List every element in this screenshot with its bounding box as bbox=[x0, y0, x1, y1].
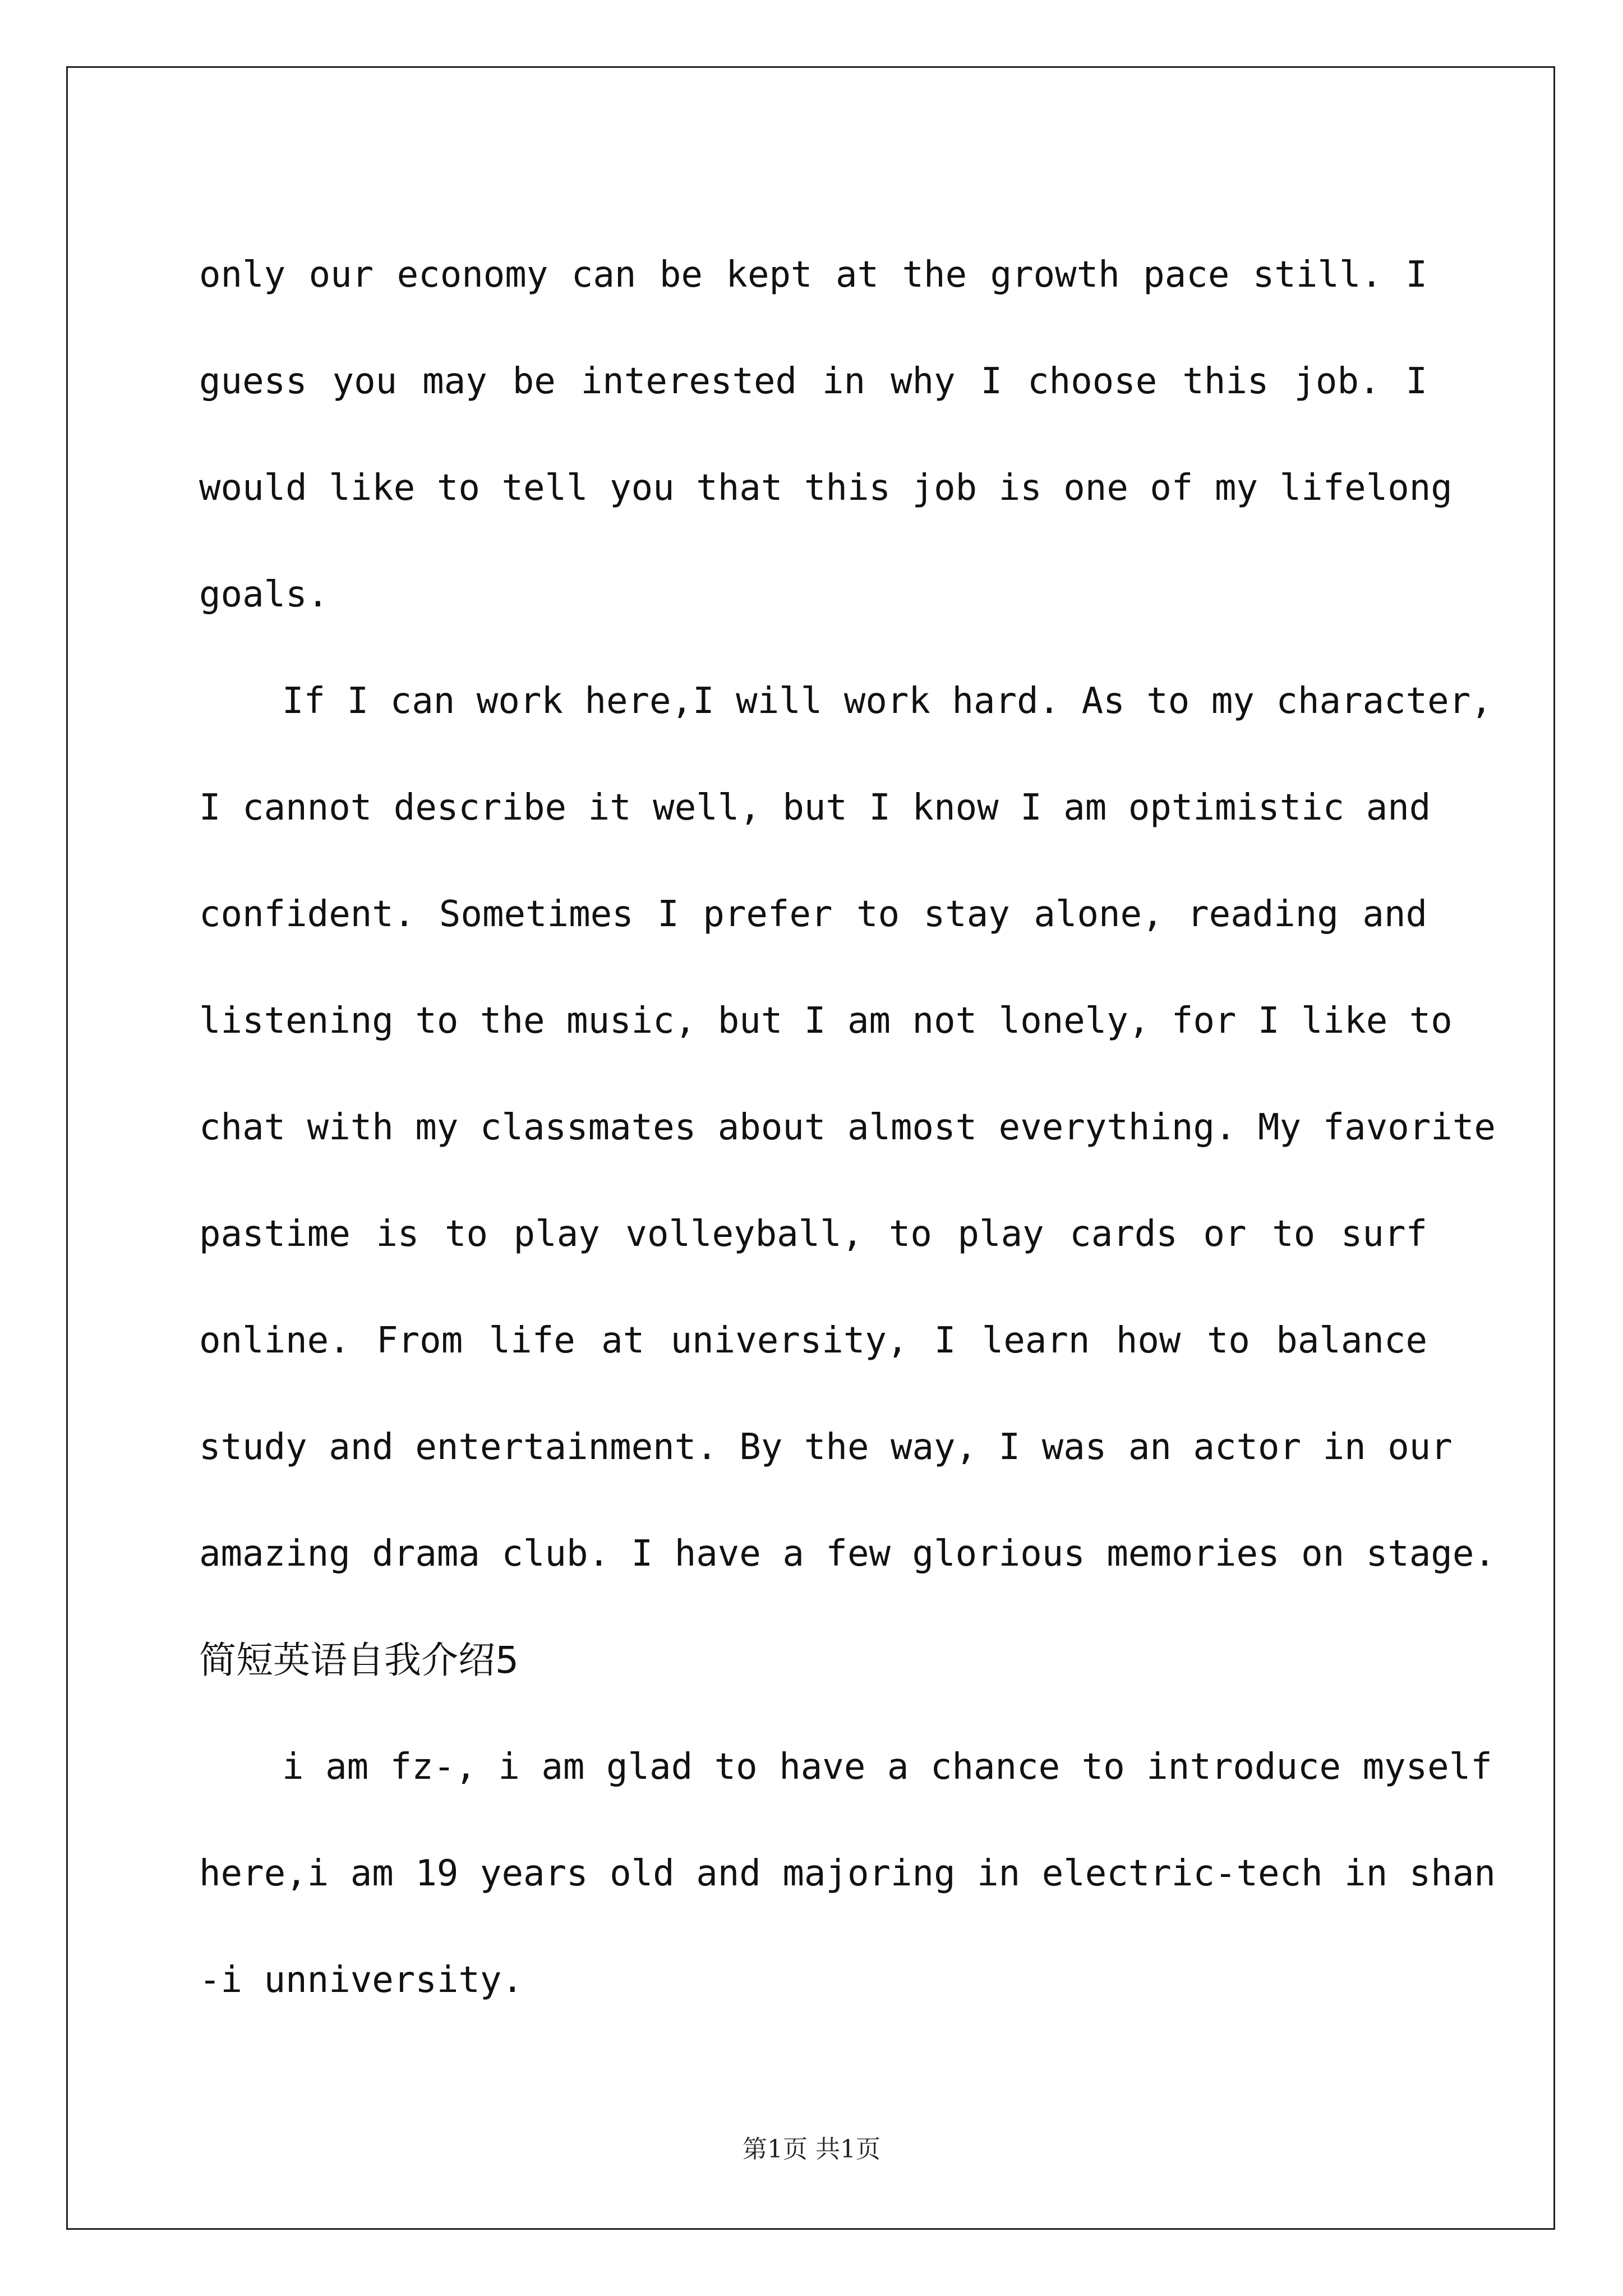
text-line: listening to the music, but I am not lonely, for I like to bbox=[199, 1000, 1453, 1042]
text-line: amazing drama club. I have a few glorious memories on stage. bbox=[199, 1533, 1496, 1575]
document-body bbox=[199, 222, 1496, 2033]
text-line: only our economy can be kept at the growth pace still. I bbox=[199, 254, 1427, 296]
text-line: i am fz-, i am glad to have a chance to introduce myself bbox=[282, 1746, 1492, 1788]
text-line: -i unniversity. bbox=[199, 1959, 523, 2001]
page-footer: 第1页 共1页 bbox=[743, 2135, 880, 2164]
text-line: online. From life at university, I learn how to balance bbox=[199, 1320, 1427, 1361]
text-block-2 bbox=[199, 1714, 1496, 2033]
text-line: study and entertainment. By the way, I was an actor in our bbox=[199, 1427, 1453, 1468]
text-block-1 bbox=[199, 222, 1496, 1607]
text-line: If I can work here,I will work hard. As to my character, bbox=[282, 680, 1492, 722]
text-line: confident. Sometimes I prefer to stay alone, reading and bbox=[199, 894, 1427, 935]
text-line: here,i am 19 years old and majoring in electric-tech in shan bbox=[199, 1853, 1496, 1894]
section-heading: 简短英语自我介绍5 bbox=[199, 1639, 519, 1682]
text-line: I cannot describe it well, but I know I am optimistic and bbox=[199, 787, 1431, 829]
text-line: guess you may be interested in why I choose this job. I bbox=[199, 361, 1427, 402]
text-line: goals. bbox=[199, 574, 329, 615]
text-line: pastime is to play volleyball, to play cards or to surf bbox=[199, 1213, 1427, 1255]
text-line: chat with my classmates about almost everything. My favorite bbox=[199, 1107, 1496, 1148]
text-line: would like to tell you that this job is one of my lifelong bbox=[199, 467, 1453, 509]
